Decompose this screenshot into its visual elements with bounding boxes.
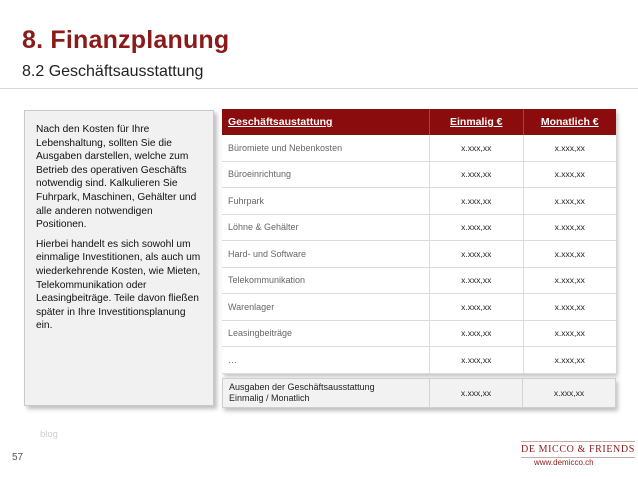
table-row [222,321,616,348]
table-row [222,268,616,295]
row-einmalig-value: x.xxx,xx [429,188,523,215]
row-label: … [222,347,429,374]
row-einmalig-value: x.xxx,xx [429,294,523,321]
watermark-text: blog [40,429,58,440]
row-label: Büroeinrichtung [222,162,429,189]
row-monatlich-value: x.xxx,xx [523,162,617,189]
table-row [222,347,616,374]
company-url: www.demicco.ch [534,458,594,467]
row-monatlich-value: x.xxx,xx [523,241,617,268]
description-paragraph-1: Nach den Kosten für Ihre Lebenshaltung, sollten Sie die Ausgaben darstellen, welche zum Betrieb des operativen Geschäfts notwendig sind. Kalkulieren Sie Fuhrpark, Maschinen, Gehälter und alle anderen notwendigen Positionen. [36,124,197,231]
row-monatlich-value: x.xxx,xx [523,215,617,242]
company-logo: DE MICCO & FRIENDS [521,441,635,458]
row-einmalig-value: x.xxx,xx [429,321,523,348]
row-label: Fuhrpark [222,188,429,215]
description-box [24,110,214,406]
row-label: Warenlager [222,294,429,321]
row-monatlich-value: x.xxx,xx [523,321,617,348]
total-row [222,378,616,408]
row-monatlich-value: x.xxx,xx [523,188,617,215]
row-monatlich-value: x.xxx,xx [523,347,617,374]
row-label: Hard- und Software [222,241,429,268]
table-header-row [222,109,616,135]
total-label-line-2: Einmalig / Monatlich [229,393,310,403]
row-einmalig-value: x.xxx,xx [429,162,523,189]
total-label-line-1: Ausgaben der Geschäftsausstattung [229,381,375,392]
table-row [222,215,616,242]
row-label: Leasingbeiträge [222,321,429,348]
row-monatlich-value: x.xxx,xx [523,268,617,295]
equipment-table [222,109,616,374]
table-row [222,162,616,189]
row-einmalig-value: x.xxx,xx [429,347,523,374]
column-header-einmalig: Einmalig € [429,109,523,135]
total-label [223,379,429,407]
table-row [222,294,616,321]
row-monatlich-value: x.xxx,xx [523,135,617,162]
row-label: Löhne & Gehälter [222,215,429,242]
page-subtitle: 8.2 Geschäftsausstattung [22,63,204,80]
page-title: 8. Finanzplanung [22,26,230,54]
row-label: Telekommunikation [222,268,429,295]
row-monatlich-value: x.xxx,xx [523,294,617,321]
row-einmalig-value: x.xxx,xx [429,135,523,162]
row-einmalig-value: x.xxx,xx [429,268,523,295]
page-number: 57 [12,452,24,463]
table-row [222,135,616,162]
total-monatlich-value: x.xxx,xx [522,379,615,407]
table-row [222,241,616,268]
column-header-monatlich: Monatlich € [523,109,617,135]
row-einmalig-value: x.xxx,xx [429,215,523,242]
description-paragraph-2: Hierbei handelt es sich sowohl um einmalige Investitionen, als auch um wiederkehrende Kosten, wie Mieten, Telekommunikation oder Leasingbeiträge. Teile davon fließen später in Ihre Investitionsplanung ein. [36,238,201,332]
row-label: Büromiete und Nebenkosten [222,135,429,162]
total-einmalig-value: x.xxx,xx [429,379,522,407]
table-row [222,188,616,215]
row-einmalig-value: x.xxx,xx [429,241,523,268]
column-header-item: Geschäftsaustattung [228,116,333,128]
title-divider [0,88,638,89]
